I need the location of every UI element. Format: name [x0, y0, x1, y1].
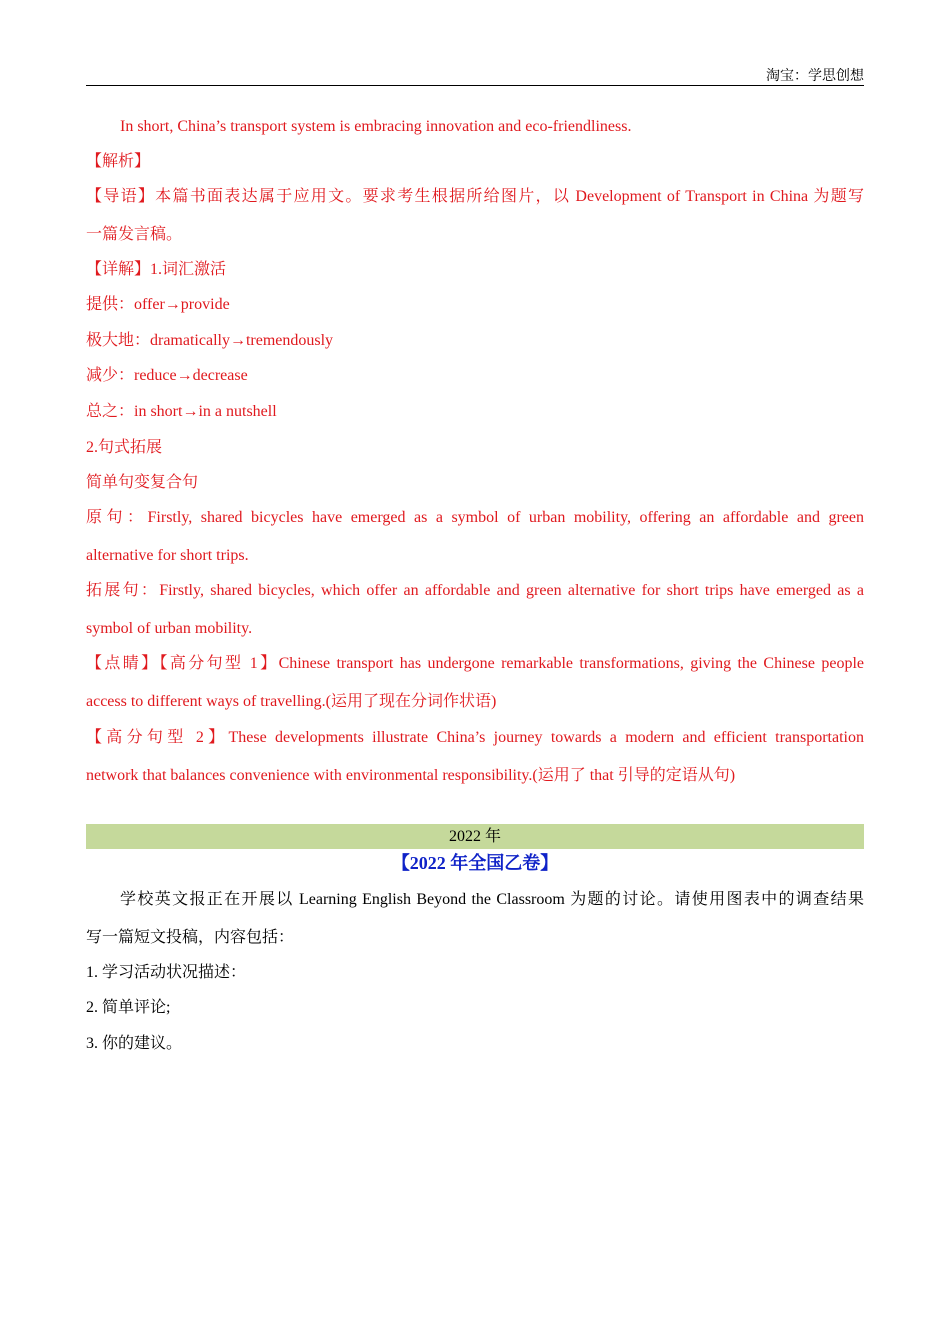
header-divider — [86, 85, 864, 86]
original-sentence-line-2: alternative for short trips. — [86, 547, 249, 564]
prompt-line-1: 学校英文报正在开展以 Learning English Beyond the Classroom 为题的讨论。请使用图表中的调查结果 — [120, 891, 864, 908]
xiangjie-heading: 【详解】1.词汇激活 — [86, 261, 227, 278]
exam-title: 【2022 年全国乙卷】 — [391, 853, 559, 873]
pattern-2-line-2: network that balances convenience with environmental responsibility.(运用了 that 引导的定语从句) — [86, 767, 736, 784]
prompt-line-2: 写一篇短文投稿，内容包括： — [86, 929, 295, 946]
daoyu-line-1: 【导语】本篇书面表达属于应用文。要求考生根据所给图片，以 Development of Transport in China 为题写 — [86, 188, 864, 205]
prompt-item: 1. 学习活动状况描述： — [86, 964, 247, 981]
sentence-expansion-heading: 2.句式拓展 — [86, 439, 163, 456]
vocab-item: 极大地：dramatically→tremendously — [86, 332, 334, 349]
vocab-item: 提供：offer→provide — [86, 296, 230, 313]
vocab-item: 总之：in short→in a nutshell — [86, 403, 277, 420]
prompt-item: 3. 你的建议。 — [86, 1035, 183, 1052]
sentence-expansion-subheading: 简单句变复合句 — [86, 474, 199, 491]
expanded-sentence-line-2: symbol of urban mobility. — [86, 620, 253, 637]
closing-sentence: In short, China’s transport system is embracing innovation and eco-friendliness. — [120, 118, 632, 135]
dianjing-line-1: 【点睛】【高分句型 1】Chinese transport has undergone remarkable transformations, giving the Chinese people — [86, 655, 864, 672]
header-source-label: 淘宝：学思创想 — [766, 69, 864, 84]
expanded-sentence-line-1: 拓展句：Firstly, shared bicycles, which offer an affordable and green alternative for short trips have emerged as a — [86, 582, 864, 599]
jiexi-heading: 【解析】 — [86, 153, 151, 170]
pattern-2-line-1: 【高分句型 2】These developments illustrate China’s journey towards a modern and efficient transportation — [86, 729, 864, 746]
original-sentence-line-1: 原句：Firstly, shared bicycles have emerged as a symbol of urban mobility, offering an affordable and green — [86, 509, 864, 526]
vocab-item: 减少：reduce→decrease — [86, 367, 248, 384]
year-banner: 2022 年 — [86, 824, 864, 849]
daoyu-line-2: 一篇发言稿。 — [86, 226, 183, 243]
prompt-item: 2. 简单评论; — [86, 999, 171, 1016]
dianjing-line-2: access to different ways of travelling.(运用了现在分词作状语) — [86, 693, 497, 710]
